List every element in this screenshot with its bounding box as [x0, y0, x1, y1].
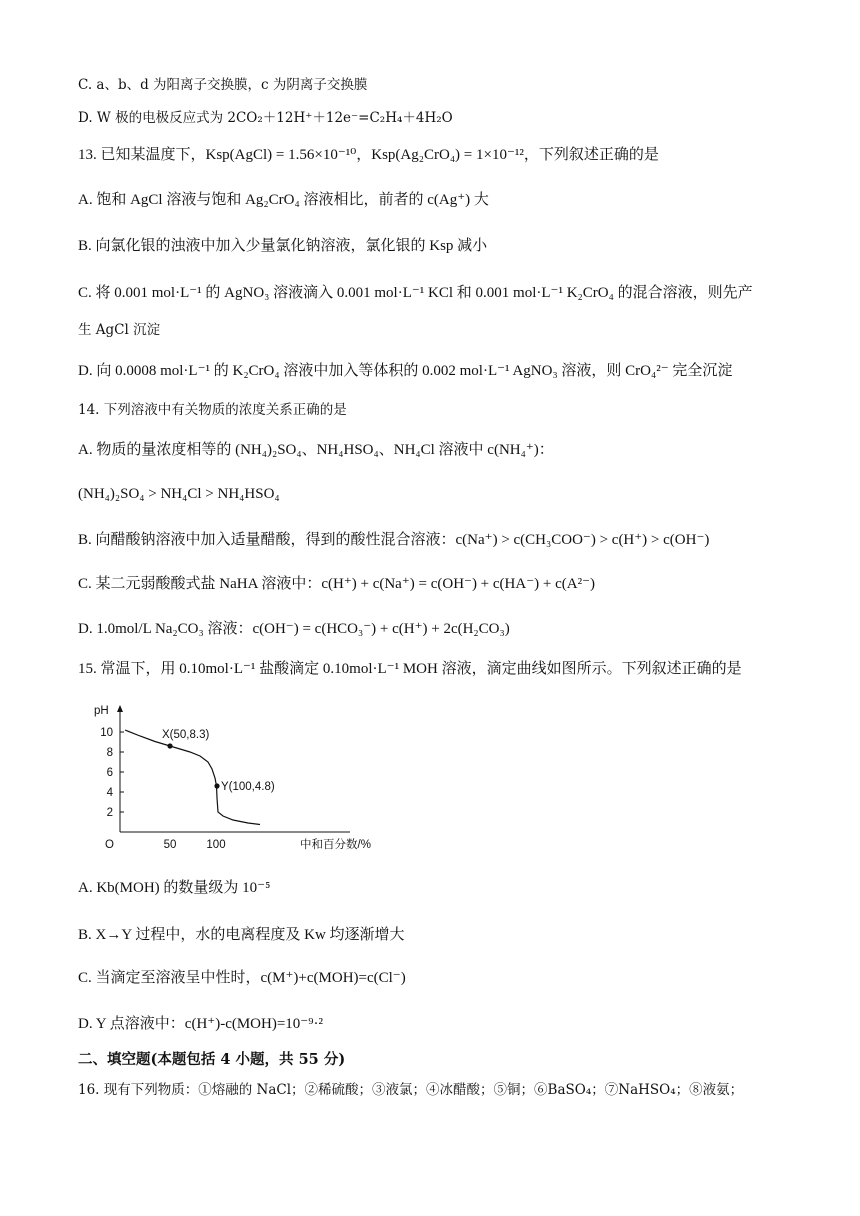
- y-tick-label: 2: [106, 807, 113, 819]
- y-tick-label: 10: [100, 727, 113, 739]
- option-14b: B. 向醋酸钠溶液中加入适量醋酸，得到的酸性混合溶液：c(Na⁺) > c(CH₃COO⁻) > c(H⁺) > c(OH⁻): [78, 532, 710, 548]
- chart-points: [162, 729, 275, 793]
- titration-curve: [125, 730, 260, 825]
- y-tick-label: 8: [106, 747, 113, 759]
- option-15b: B. X→Y 过程中，水的电离程度及 Kw 均逐渐增大: [78, 927, 405, 943]
- option-13a: A. 饱和 AgCl 溶液与饱和 Ag₂CrO₄ 溶液相比，前者的 c(Ag⁺) 大: [78, 192, 489, 208]
- curve-point-1: [214, 783, 219, 788]
- option-15c: C. 当滴定至溶液呈中性时，c(M⁺)+c(MOH)=c(Cl⁻): [78, 970, 406, 986]
- y-tick-label: 6: [106, 767, 113, 779]
- curve-point-label-0: X(50,8.3): [162, 729, 210, 741]
- option-13c-cont: 生 AgCl 沉淀: [78, 322, 161, 338]
- section-heading: 二、填空题(本题包括 4 小题，共 55 分): [78, 1051, 346, 1068]
- chart-series: [125, 730, 260, 825]
- paper-line-0: C. a、b、d 为阳离子交换膜，c 为阴离子交换膜: [78, 77, 368, 93]
- option-13d: D. 向 0.0008 mol·L⁻¹ 的 K₂CrO₄ 溶液中加入等体积的 0.002 mol·L⁻¹ AgNO₃ 溶液，则 CrO₄²⁻ 完全沉淀: [78, 363, 733, 379]
- question-15: 15. 常温下，用 0.10mol·L⁻¹ 盐酸滴定 0.10mol·L⁻¹ MOH 溶液，滴定曲线如图所示。下列叙述正确的是: [78, 661, 742, 677]
- question-13: 13. 已知某温度下，Ksp(AgCl) = 1.56×10⁻¹⁰，Ksp(Ag₂CrO₄) = 1×10⁻¹²，下列叙述正确的是: [78, 147, 659, 163]
- option-15d: D. Y 点溶液中：c(H⁺)-c(MOH)=10⁻⁹·²: [78, 1016, 323, 1032]
- x-axis-label: 中和百分数/%: [300, 839, 371, 851]
- y-axis-label: pH: [94, 705, 109, 717]
- question-14: 14. 下列溶液中有关物质的浓度关系正确的是: [78, 402, 347, 418]
- paper-line-1: D. W 极的电极反应式为 2CO₂＋12H⁺＋12e⁻=C₂H₄＋4H₂O: [78, 110, 453, 126]
- option-14a-cont: (NH₄)₂SO₄ > NH₄Cl > NH₄HSO₄: [78, 486, 280, 502]
- curve-point-0: [167, 743, 172, 748]
- origin-label: O: [105, 839, 114, 851]
- option-13b: B. 向氯化银的浊液中加入少量氯化钠溶液，氯化银的 Ksp 减小: [78, 238, 488, 254]
- chart-axes: [94, 705, 371, 851]
- option-14d: D. 1.0mol/L Na₂CO₃ 溶液：c(OH⁻) = c(HCO₃⁻) + c(H⁺) + 2c(H₂CO₃): [78, 621, 510, 637]
- option-13c: C. 将 0.001 mol·L⁻¹ 的 AgNO₃ 溶液滴入 0.001 mol·L⁻¹ KCl 和 0.001 mol·L⁻¹ K₂CrO₄ 的混合溶液，则先产: [78, 285, 753, 301]
- curve-point-label-1: Y(100,4.8): [221, 781, 275, 793]
- option-14c: C. 某二元弱酸酸式盐 NaHA 溶液中：c(H⁺) + c(Na⁺) = c(OH⁻) + c(HA⁻) + c(A²⁻): [78, 576, 595, 592]
- option-14a: A. 物质的量浓度相等的 (NH₄)₂SO₄、NH₄HSO₄、NH₄Cl 溶液中 c(NH₄⁺)：: [78, 442, 554, 458]
- y-axis-arrow: [117, 705, 123, 712]
- x-tick-label: 50: [163, 839, 177, 851]
- titration-curve-chart: [80, 700, 371, 860]
- x-tick-label: 100: [206, 839, 226, 851]
- y-tick-label: 4: [106, 787, 113, 799]
- option-15a: A. Kb(MOH) 的数量级为 10⁻⁵: [78, 880, 271, 896]
- question-16: 16. 现有下列物质：①熔融的 NaCl；②稀硫酸；③液氯；④冰醋酸；⑤铜；⑥BaSO₄；⑦NaHSO₄；⑧液氨；: [78, 1082, 744, 1098]
